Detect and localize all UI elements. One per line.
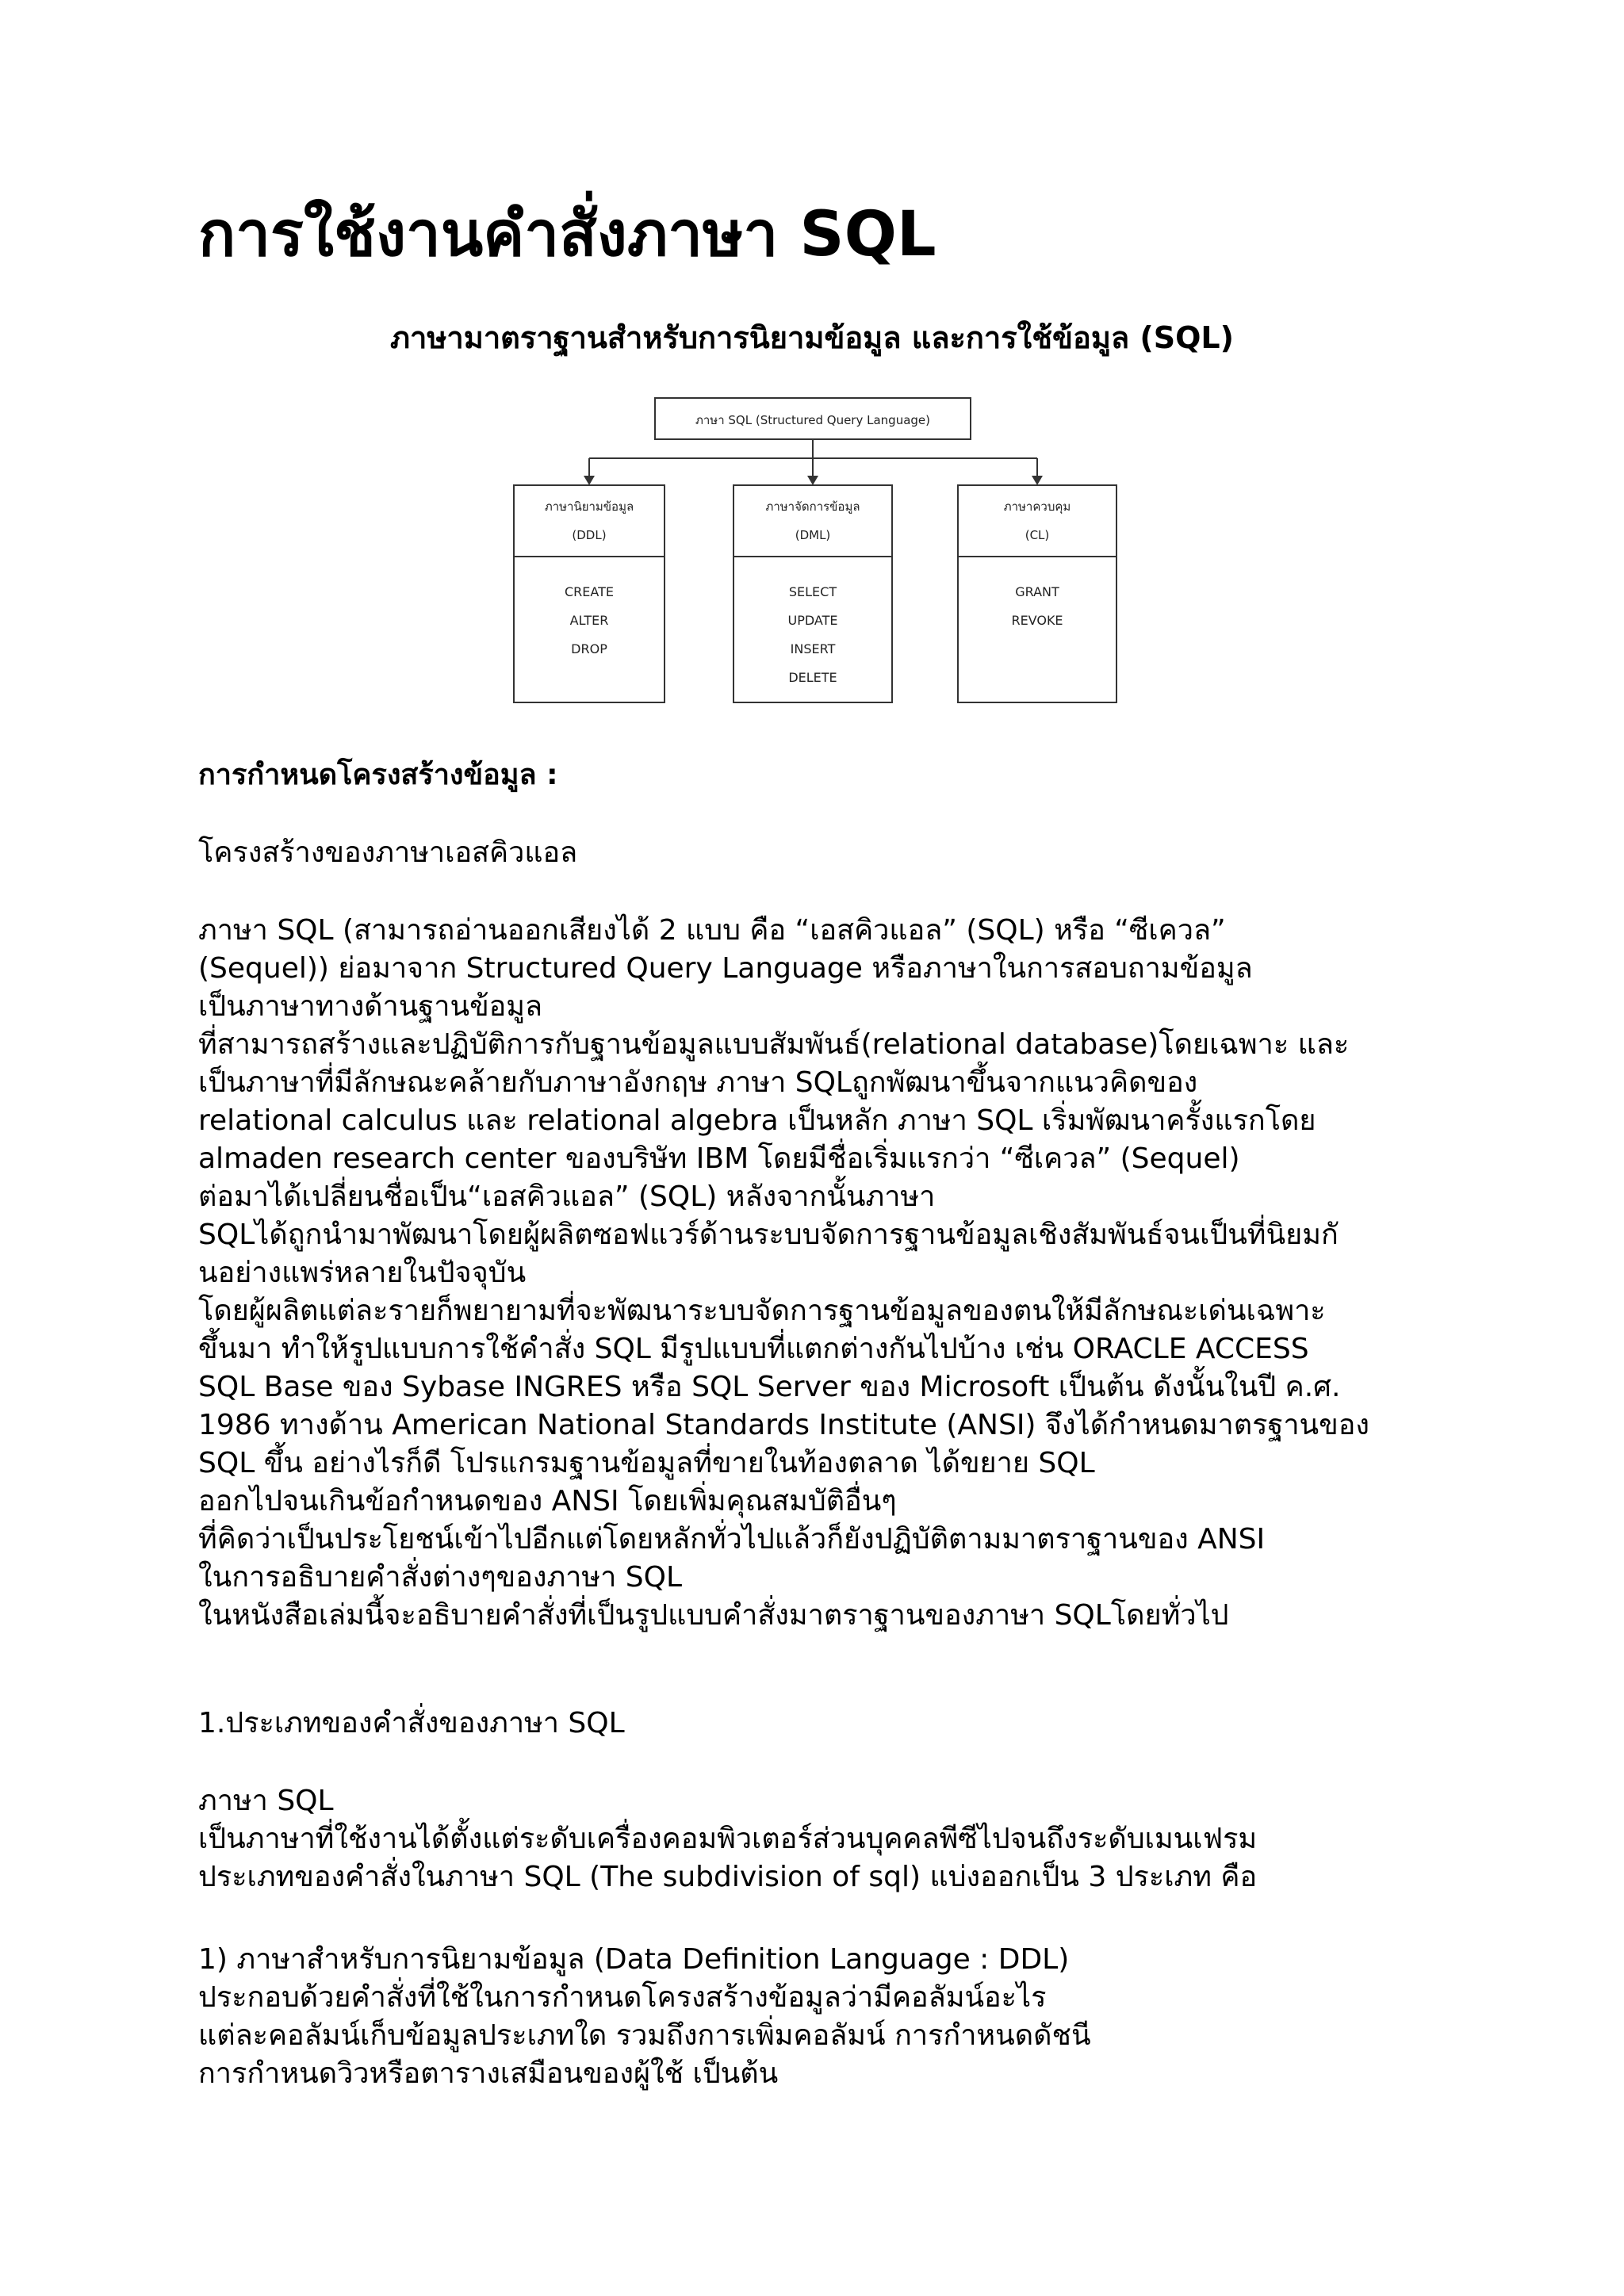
arrow-down-icon — [584, 476, 595, 485]
paragraph-line: ประกอบด้วยคำสั่งที่ใช้ในการกำหนดโครงสร้างข้อมูลว่ามีคอลัมน์อะไร — [198, 1981, 1047, 2014]
page-subtitle: ภาษามาตราฐานสำหรับการนิยามข้อมูล และการใช้ข้อมูล (SQL) — [390, 320, 1234, 355]
structure-line: โครงสร้างของภาษาเอสคิวแอล — [198, 836, 578, 869]
paragraph-line: (Sequel)) ย่อมาจาก Structured Query Language หรือภาษาในการสอบถามข้อมูล — [198, 952, 1253, 985]
paragraph-line: ภาษา SQL — [198, 1785, 334, 1817]
paragraph-line: SQL Base ของ Sybase INGRES หรือ SQL Server ของ Microsoft เป็นต้น ดังนั้นในปี ค.ศ. — [198, 1371, 1341, 1403]
diagram-box-name: ภาษาควบคุม — [1003, 499, 1071, 514]
diagram-command: ALTER — [569, 613, 609, 628]
paragraph-sql-types — [198, 1782, 1515, 1896]
paragraph-line: ออกไปจนเกินข้อกำหนดของ ANSI โดยเพิ่มคุณสมบัติอื่นๆ — [198, 1485, 897, 1517]
diagram-command: CREATE — [565, 584, 614, 599]
page-title: การใช้งานคำสั่งภาษา SQL — [198, 199, 936, 270]
diagram-box-abbr: (DML) — [795, 528, 831, 542]
paragraph-line: ต่อมาได้เปลี่ยนชื่อเป็น“เอสคิวแอล” (SQL) หลังจากนั้นภาษา — [198, 1181, 936, 1213]
diagram-box-abbr: (DDL) — [572, 528, 607, 542]
diagram-command: DROP — [571, 641, 607, 656]
paragraph-line: ภาษา SQL (สามารถอ่านออกเสียงได้ 2 แบบ คือ “เอสคิวแอล” (SQL) หรือ “ซีเควล” — [198, 914, 1226, 947]
paragraph-line: 1) ภาษาสำหรับการนิยามข้อมูล (Data Definition Language : DDL) — [198, 1943, 1070, 1976]
arrow-down-icon — [807, 476, 818, 485]
paragraph-line: ที่สามารถสร้างและปฏิบัติการกับฐานข้อมูลแบบสัมพันธ์(relational database)โดยเฉพาะ และ — [198, 1028, 1350, 1061]
paragraph-line: แต่ละคอลัมน์เก็บข้อมูลประเภทใด รวมถึงการเพิ่มคอลัมน์ การกำหนดดัชนี — [198, 2019, 1091, 2052]
paragraph-line: ประเภทของคำสั่งในภาษา SQL (The subdivision of sql) แบ่งออกเป็น 3 ประเภท คือ — [198, 1861, 1258, 1893]
diagram-command: DELETE — [788, 670, 837, 685]
paragraph-line: almaden research center ของบริษัท IBM โดยมีชื่อเริ่มแรกว่า “ซีเควล” (Sequel) — [198, 1142, 1240, 1175]
paragraph-line: นอย่างแพร่หลายในปัจจุบัน — [198, 1257, 527, 1289]
diagram-command: INSERT — [790, 641, 836, 656]
paragraph-line: เป็นภาษาที่ใช้งานได้ตั้งแต่ระดับเครื่องคอมพิวเตอร์ส่วนบุคคลพีซีไปจนถึงระดับเมนเฟรม — [198, 1823, 1258, 1855]
paragraph-line: SQLได้ถูกนำมาพัฒนาโดยผู้ผลิตซอฟแวร์ด้านระบบจัดการฐานข้อมูลเชิงสัมพันธ์จนเป็นที่นิยมกั — [198, 1219, 1339, 1251]
paragraph-line: ที่คิดว่าเป็นประโยชน์เข้าไปอีกแต่โดยหลักทั่วไปแล้วก็ยังปฏิบัติตามมาตราฐานของ ANSI — [198, 1523, 1266, 1556]
paragraph-sql-intro — [198, 912, 1515, 1635]
diagram-box-name: ภาษาจัดการข้อมูล — [765, 499, 860, 514]
section-heading: การกำหนดโครงสร้างข้อมูล : — [198, 759, 558, 791]
paragraph-line: โดยผู้ผลิตแต่ละรายก็พยายามที่จะพัฒนาระบบจัดการฐานข้อมูลของตนให้มีลักษณะเด่นเฉพาะ — [198, 1295, 1326, 1327]
list-heading: 1.ประเภทของคำสั่งของภาษา SQL — [198, 1707, 625, 1739]
paragraph-line: เป็นภาษาทางด้านฐานข้อมูล — [198, 990, 543, 1023]
paragraph-line: เป็นภาษาที่มีลักษณะคล้ายกับภาษาอังกฤษ ภาษา SQLถูกพัฒนาขึ้นจากแนวคิดของ — [198, 1066, 1198, 1099]
diagram-box-abbr: (CL) — [1025, 528, 1050, 542]
structure-line-block — [198, 834, 1515, 872]
paragraph-line: ขึ้นมา ทำให้รูปแบบการใช้คำสั่ง SQL มีรูปแบบที่แตกต่างกันไปบ้าง เช่น ORACLE ACCESS — [198, 1333, 1309, 1365]
paragraph-line: ในการอธิบายคำสั่งต่างๆของภาษา SQL — [198, 1561, 683, 1594]
list-heading-block — [198, 1705, 1515, 1743]
arrow-down-icon — [1032, 476, 1043, 485]
sql-structure-diagram — [508, 393, 1126, 710]
diagram-command: UPDATE — [787, 613, 838, 628]
diagram-command: GRANT — [1015, 584, 1059, 599]
paragraph-line: การกำหนดวิวหรือตารางเสมือนของผู้ใช้ เป็นต้น — [198, 2057, 779, 2090]
diagram-root-label: ภาษา SQL (Structured Query Language) — [695, 413, 930, 427]
diagram-svg — [508, 393, 1126, 710]
paragraph-line: 1986 ทางด้าน American National Standards Institute (ANSI) จึงได้กำหนดมาตรฐานของ — [198, 1409, 1369, 1441]
paragraph-line: ในหนังสือเล่มนี้จะอธิบายคำสั่งที่เป็นรูปแบบคำสั่งมาตราฐานของภาษา SQLโดยทั่วไป — [198, 1599, 1229, 1632]
diagram-command: SELECT — [788, 584, 837, 599]
diagram-box-name: ภาษานิยามข้อมูล — [544, 499, 634, 514]
diagram-command: REVOKE — [1011, 613, 1063, 628]
paragraph-line: relational calculus และ relational algebra เป็นหลัก ภาษา SQL เริ่มพัฒนาครั้งแรกโดย — [198, 1104, 1316, 1137]
paragraph-ddl — [198, 1941, 1515, 2093]
paragraph-line: SQL ขึ้น อย่างไรก็ดี โปรแกรมฐานข้อมูลที่ขายในท้องตลาด ได้ขยาย SQL — [198, 1447, 1095, 1479]
